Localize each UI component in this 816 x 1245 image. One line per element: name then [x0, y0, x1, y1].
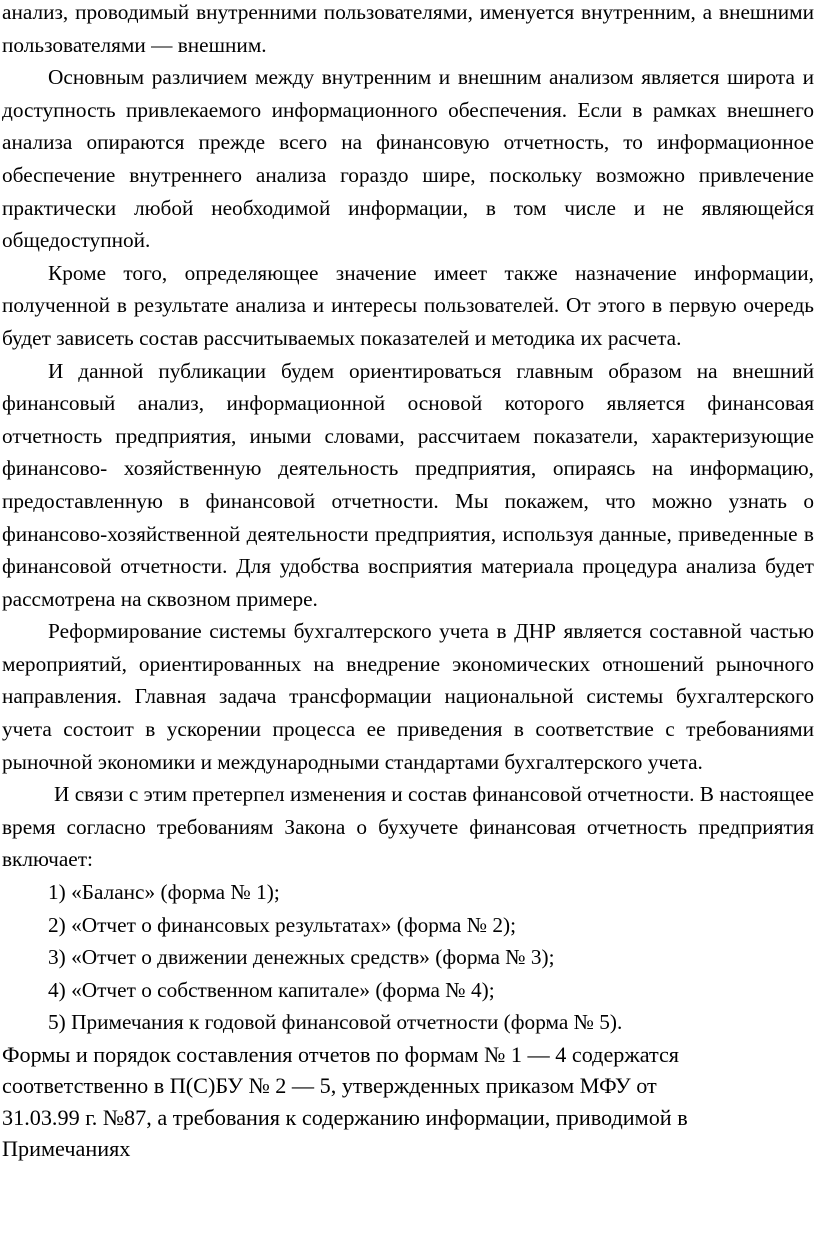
paragraph-6: И связи с этим претерпел изменения и состав финансовой отчетности. В настоящее время согласно требованиям Закона о бухучете финансовая отчетность предприятия включает: [2, 782, 814, 872]
closing-line: Формы и порядок составления отчетов по формам № 1 — 4 содержатся [2, 1042, 680, 1067]
paragraph-3: Кроме того, определяющее значение имеет также назначение информации, полученной в результате анализа и интересы пользователей. От этого в первую очередь будет зависеть состав рассчитываемых показателей и методика их расчета. [2, 260, 814, 350]
document-page [2, 0, 814, 1165]
closing-line: 31.03.99 г. №87, а требования к содержанию информации, приводимой в [2, 1104, 688, 1130]
paragraph-5: Реформирование системы бухгалтерского учета в ДНР является составной частью мероприятий, ориентированных на внедрение экономических отношений рыночного направления. Главная задача трансформации национальной системы бухгалтерского учета состоит в ускорении процесса ее приведения в соответствие с требованиями рыночной экономики и международными стандартами бухгалтерского учета. [2, 619, 814, 774]
list-item: 2) «Отчет о финансовых результатах» (форма № 2); [48, 912, 517, 937]
report-forms-list [2, 876, 814, 1039]
closing-line: соответственно в П(С)БУ № 2 — 5, утвержденных приказом МФУ от [2, 1073, 657, 1099]
paragraph-1: анализ, проводимый внутренними пользователями, именуется внутренним, а внешними пользователями — внешним. [2, 0, 814, 57]
list-item: 5) Примечания к годовой финансовой отчетности (форма № 5). [48, 1010, 623, 1035]
closing-line: Примечаниях [2, 1136, 131, 1162]
closing-paragraph [2, 1039, 814, 1165]
list-item: 1) «Баланс» (форма № 1); [48, 880, 280, 905]
list-item: 4) «Отчет о собственном капитале» (форма № 4); [48, 977, 495, 1002]
paragraph-4: И данной публикации будем ориентироваться главным образом на внешний финансовый анализ, информационной основой которого является финансовая отчетность предприятия, иными словами, рассчитаем показатели, характеризующие финансово- хозяйственную деятельность предприятия, опираясь на информацию, предоставленную в финансовой отчетности. Мы покажем, что можно узнать о финансово-хозяйственной деятельности предприятия, используя данные, приведенные в финансовой отчетности. Для удобства восприятия материала процедура анализа будет рассмотрена на сквозном примере. [2, 358, 814, 611]
list-item: 3) «Отчет о движении денежных средств» (форма № 3); [48, 945, 555, 970]
paragraph-2: Основным различием между внутренним и внешним анализом является широта и доступность привлекаемого информационного обеспечения. Если в рамках внешнего анализа опираются прежде всего на финансовую отчетность, то информационное обеспечение внутреннего анализа гораздо шире, поскольку возможно привлечение практически любой необходимой информации, в том числе и не являющейся общедоступной. [2, 65, 814, 253]
